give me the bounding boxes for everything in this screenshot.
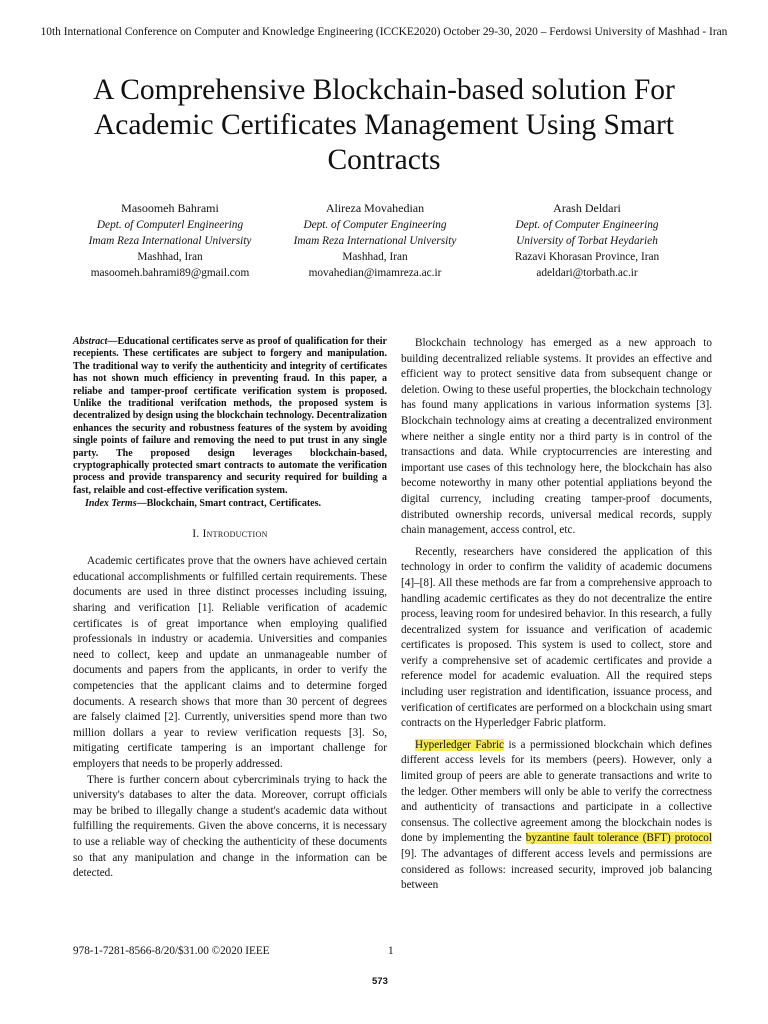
author-dept: Dept. of Computerl Engineering	[96, 219, 244, 231]
section-number: I.	[192, 527, 203, 540]
author-city: Mashhad, Iran	[137, 251, 203, 263]
author-dept: Dept. of Computer Engineering	[303, 219, 447, 231]
index-terms-lead: Index Terms	[85, 498, 137, 510]
author-name: Masoomeh Bahrami	[121, 201, 219, 215]
author-city: Razavi Khorasan Province, Iran	[514, 251, 660, 263]
author-name: Arash Deldari	[553, 201, 621, 215]
proceedings-page-number: 573	[372, 976, 388, 987]
body-paragraph	[401, 738, 712, 894]
body-paragraph: Blockchain technology has emerged as a new approach to building decentralized reliable systems. It provides an effective and efficient way to protect sensitive data from subsequent change or deletion. Owing to these useful properties, the blockchain technology has found many applications in various information systems [3]. Blockchain technology aims at creating a decentralized environment where neither a single entity nor a third party is in control of the transactions and data. While cryptocurrencies are interesting and important use cases of this technology here, the blockchain has also become noteworthy in many other potential appliations beyond the digital currency, including creating tamper-proof documents, distributed ownership records, universal medical records, supply chain management, access control, etc.	[401, 337, 712, 537]
author-dept: Dept. of Computer Engineering	[515, 219, 659, 231]
author-1	[60, 200, 280, 281]
author-university: Imam Reza International University	[293, 235, 457, 247]
right-column	[401, 336, 712, 900]
author-email: adeldari@torbath.ac.ir	[536, 267, 638, 279]
left-column	[73, 336, 387, 882]
paper-title: A Comprehensive Blockchain-based solution For Academic Certificates Management Using Smart Contracts	[93, 74, 675, 176]
page-number: 1	[388, 945, 394, 957]
copyright-footer: 978-1-7281-8566-8/20/$31.00 ©2020 IEEE	[73, 945, 270, 957]
conference-header: 10th International Conference on Computer and Knowledge Engineering (ICCKE2020) October 29-30, 2020 – Ferdowsi University of Mashhad - Iran	[40, 26, 728, 38]
section-title: Introduction	[202, 527, 268, 540]
body-paragraph: Recently, researchers have considered the application of this technology in order to confirm the validity of academic documens [4]–[8]. All these methods are far from a comprehensive approach to handling academic certificates as they do not decentralize the entire process, leaving room for undesired behavior. In this research, a fully decentralized system for issuance and verification of academic certificates is proposed. This system is used to collect, store and verify a comprehensive set of academic certificates and provide a reference model for academic evaluation. All the required steps including user registration and identification, issuance process, and verification of certificates are performed on a blockchain using smart contracts on the Hyperledger Fabric platform.	[401, 545, 712, 730]
abstract-text: —Educational certificates serve as proof of qualification for their recepients. These certificates are subject to forgery and manipulation. The traditional way to verify the authenticity and integrity of certificates has not shown much efficiency in preventing fraud. In this paper, a reliabe and tamper-proof certificate verification system is proposed. Unlike the traditional verifcation methods, the proposed system is decentralized by design using the blockchain technology. Decentralization enhances the security and robustness features of the system by avoiding single points of failure and removing the need to put trust in any single party. The proposed design leverages blockchain-based, cryptographically protected smart contracts to automate the verification process and provide transparency and security required for building a fast, relaible and cost-effective verification system.	[73, 336, 387, 496]
author-university: University of Torbat Heydarieh	[516, 235, 658, 247]
author-email: masoomeh.bahrami89@gmail.com	[90, 267, 250, 279]
body-paragraph: Academic certificates prove that the owners have achieved certain educational accomplishments or fulfilled certain requirements. These documents are used in three distinct processes including issuing, sharing and verification [1]. Reliable verification of academic certificates is of great importance when employing qualified professionals in industry or academia. Universities and companies need to collect, keep and update an unmanageable number of documents and papers from the applicants, in order to verify the competencies that the applicant claims and to determine forged documents. A research shows that more than 30 percent of degrees are falsely claimed [2]. Currently, universities spend more than two million dollars a year to review verification requests [3]. So, mitigating certificate tampering is an important challenge for employers that needs to be properly addressed.	[73, 555, 387, 770]
abstract-lead: Abstract	[73, 336, 108, 347]
author-name: Alireza Movahedian	[325, 201, 425, 215]
paragraph-text: [9]. The advantages of different access levels and permissions are considered as follows: increased security, improved job balancing between	[401, 848, 712, 892]
author-university: Imam Reza International University	[88, 235, 252, 247]
abstract	[73, 336, 387, 497]
index-terms	[73, 498, 387, 510]
paragraph-text: is a permissioned blockchain which defines different access levels for its members (peers). However, only a limited group of peers are able to generate transactions and write to the ledger. Other members will only be able to verify the correctness and authenticity of transactions and participate in a collective consensus. The collective agreement among the blockchain nodes is done by implementing the	[401, 738, 712, 845]
author-3	[477, 200, 697, 281]
highlighted-text: byzantine fault tolerance (BFT) protocol	[525, 832, 713, 845]
author-2	[265, 200, 485, 281]
author-email: movahedian@imamreza.ac.ir	[308, 267, 442, 279]
body-paragraph: There is further concern about cybercriminals trying to hack the university's databases to alter the data. Moreover, corrupt officials may be bribed to illegally change a student's academic data without fulfilling the requirements. Given the above concerns, it is necessary to use a reliable way of checking the authenticity of these documents so that any manipulation and change in the information can be detected.	[73, 773, 387, 880]
section-heading-introduction	[73, 527, 387, 543]
author-city: Mashhad, Iran	[342, 251, 408, 263]
highlighted-text: Hyperledger Fabric	[415, 738, 505, 751]
index-terms-text: —Blockchain, Smart contract, Certificates.	[136, 498, 321, 510]
